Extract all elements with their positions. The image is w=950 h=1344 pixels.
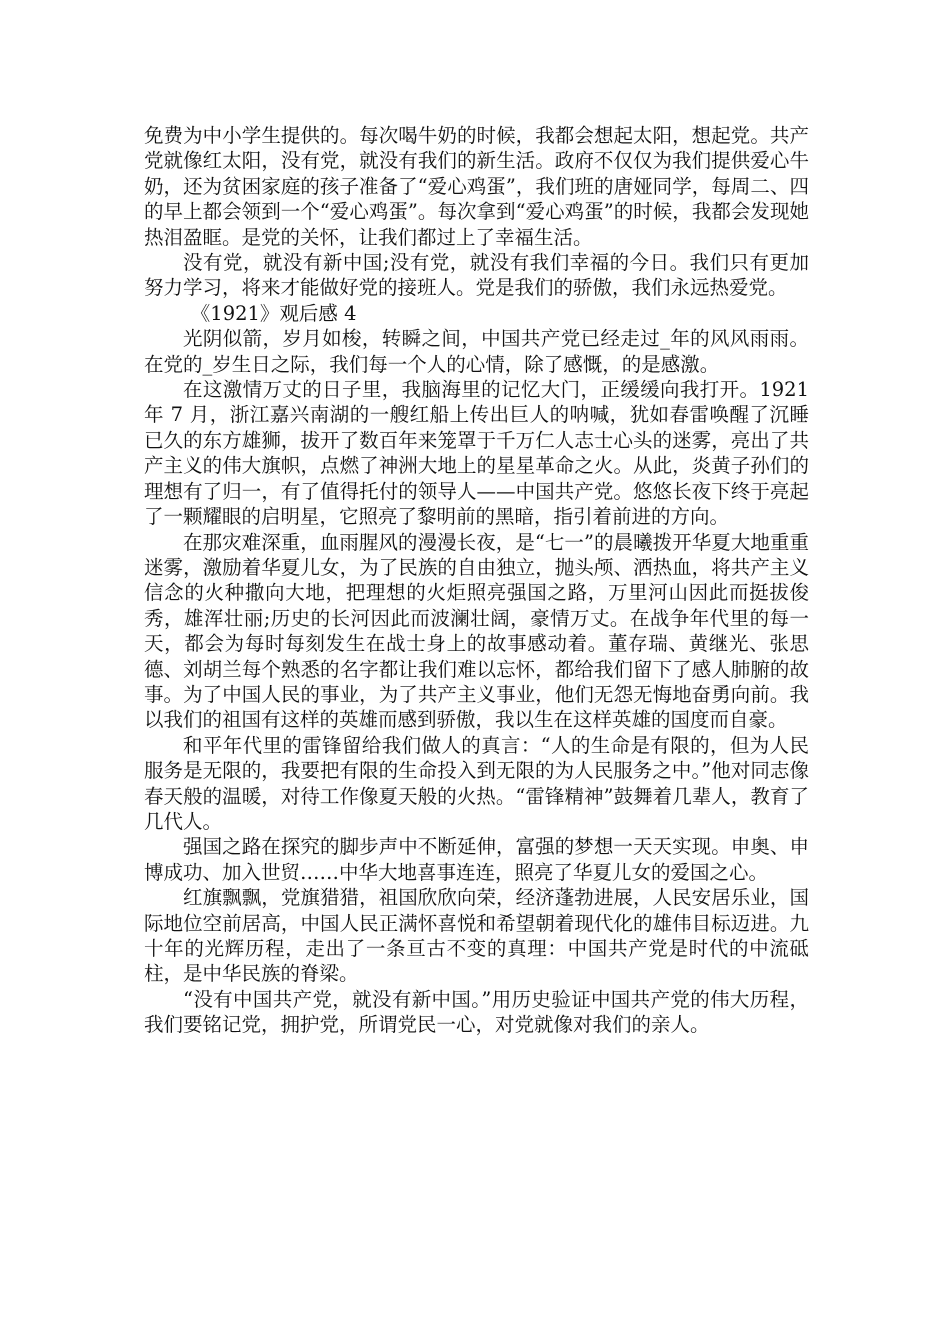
paragraph-6: 和平年代里的雷锋留给我们做人的真言：“人的生命是有限的，但为人民服务是无限的，我要把有限的生命投入到无限的为人民服务之中。”他对同志像春天般的温暖，对待工作像夏天般的火热。“雷锋精神”鼓舞着几辈人，教育了几代人。 xyxy=(144,733,809,833)
paragraph-7: 强国之路在探究的脚步声中不断延伸，富强的梦想一天天实现。申奥、申博成功、加入世贸……中华大地喜事连连，照亮了华夏儿女的爱国之心。 xyxy=(144,835,809,884)
paragraph-4: 在这激情万丈的日子里，我脑海里的记忆大门，正缓缓向我打开。1921 年 7 月，浙江嘉兴南湖的一艘红船上传出巨人的呐喊，犹如春雷唤醒了沉睡已久的东方雄狮，拔开了数百年来笼罩于千万仁人志士心头的迷雾，亮出了共产主义的伟大旗帜，点燃了神洲大地上的星星革命之火。从此，炎黄子孙们的理想有了归一，有了值得托付的领导人——中国共产党。悠悠长夜下终于亮起了一颗耀眼的启明星，它照亮了黎明前的黑暗，指引着前进的方向。 xyxy=(144,378,809,529)
paragraph-1: 免费为中小学生提供的。每次喝牛奶的时候，我都会想起太阳，想起党。共产党就像红太阳，没有党，就没有我们的新生活。政府不仅仅为我们提供爱心牛奶，还为贫困家庭的孩子准备了“爱心鸡蛋”，我们班的唐娅同学，每周二、四的早上都会领到一个“爱心鸡蛋”。每次拿到“爱心鸡蛋”的时候，我都会发现她热泪盈眶。是党的关怀，让我们都过上了幸福生活。 xyxy=(144,124,809,249)
section-heading: 《1921》观后感 4 xyxy=(190,301,357,325)
document-body xyxy=(144,123,809,1038)
paragraph-3: 光阴似箭，岁月如梭，转瞬之间，中国共产党已经走过_年的风风雨雨。在党的_岁生日之际，我们每一个人的心情，除了感慨，的是感激。 xyxy=(144,327,809,376)
paragraph-5: 在那灾难深重，血雨腥风的漫漫长夜，是“七一”的晨曦拨开华夏大地重重迷雾，激励着华夏儿女，为了民族的自由独立，抛头颅、洒热血，将共产主义信念的火种撒向大地，把理想的火炬照亮强国之路，万里河山因此而挺拔俊秀，雄浑壮丽;历史的长河因此而波澜壮阔，豪情万丈。在战争年代里的每一天，都会为每时每刻发生在战士身上的故事感动着。董存瑞、黄继光、张思德、刘胡兰每个熟悉的名字都让我们难以忘怀，都给我们留下了感人肺腑的故事。为了中国人民的事业，为了共产主义事业，他们无怨无悔地奋勇向前。我以我们的祖国有这样的英雄而感到骄傲，我以生在这样英雄的国度而自豪。 xyxy=(144,530,809,732)
paragraph-9: “没有中国共产党，就没有新中国。”用历史验证中国共产党的伟大历程，我们要铭记党，拥护党，所谓党民一心，对党就像对我们的亲人。 xyxy=(144,987,809,1037)
paragraph-8: 红旗飘飘，党旗猎猎，祖国欣欣向荣，经济蓬勃进展，人民安居乐业，国际地位空前居高，中国人民正满怀喜悦和希望朝着现代化的雄伟目标迈进。九十年的光辉历程，走出了一条亘古不变的真理：中国共产党是时代的中流砥柱，是中华民族的脊梁。 xyxy=(144,886,809,986)
paragraph-2: 没有党，就没有新中国;没有党，就没有我们幸福的今日。我们只有更加努力学习，将来才能做好党的接班人。党是我们的骄傲，我们永远热爱党。 xyxy=(144,251,809,300)
